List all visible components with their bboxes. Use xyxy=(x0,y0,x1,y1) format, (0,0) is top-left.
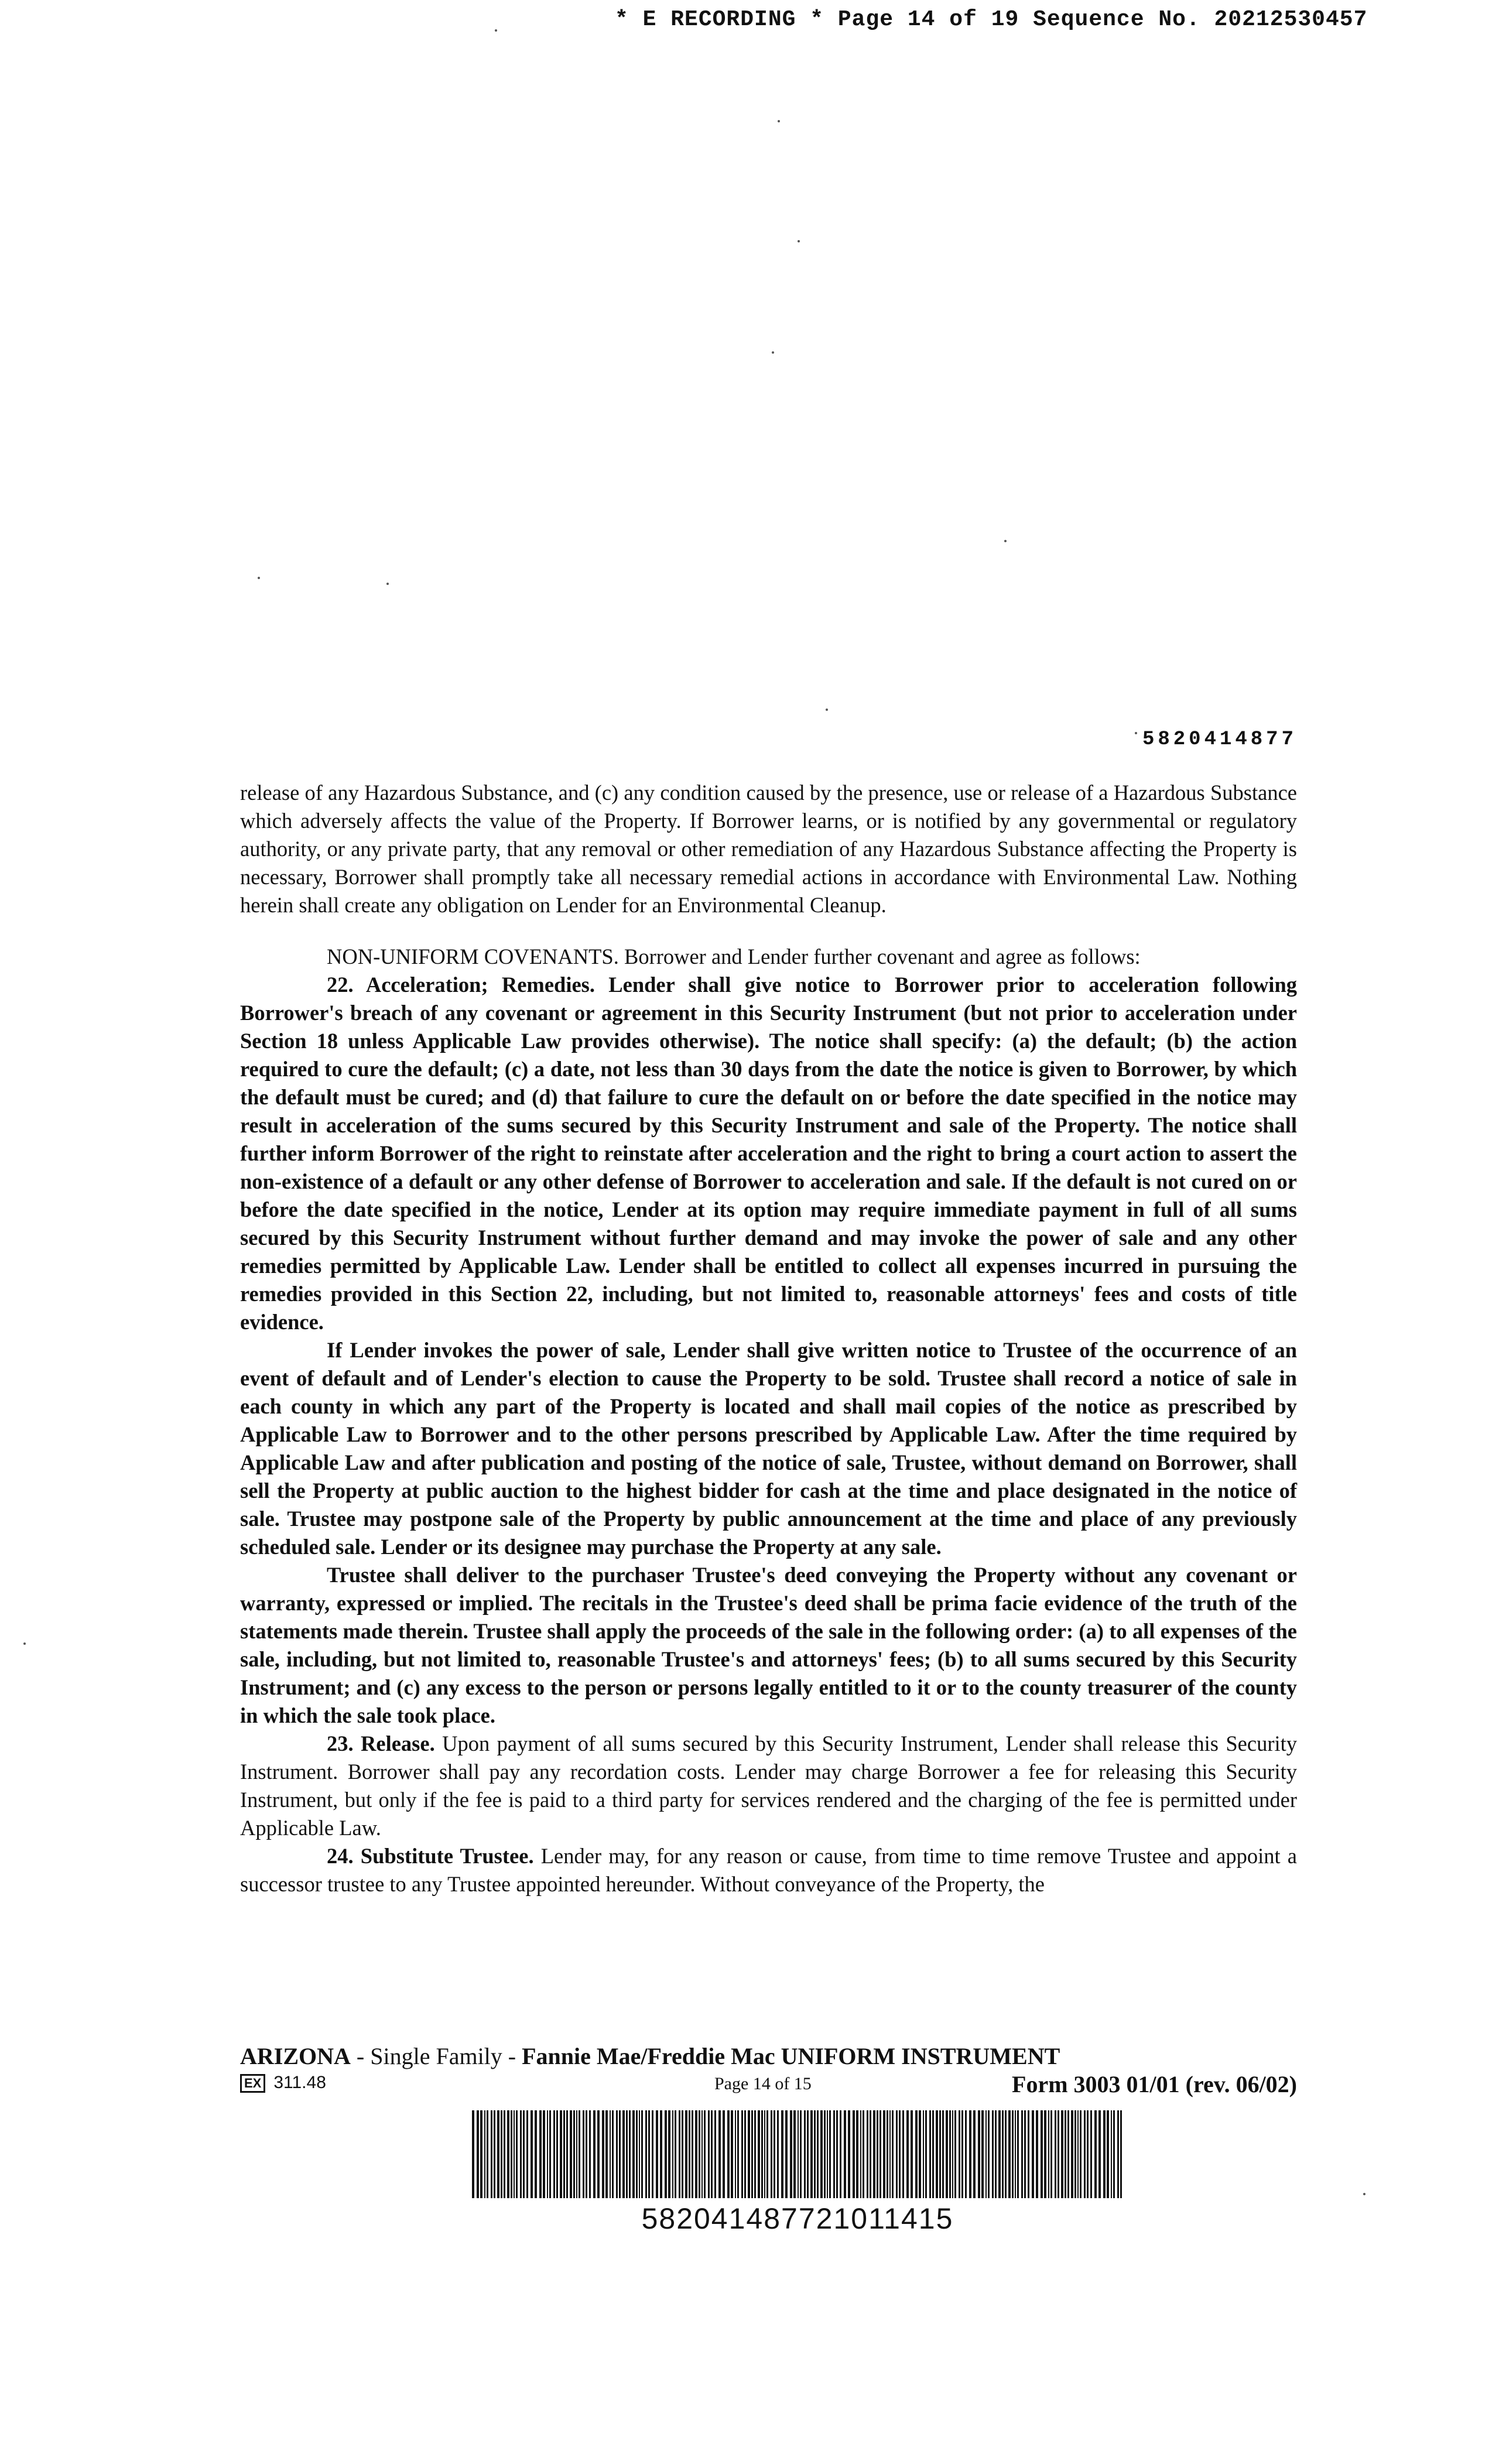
barcode-bar xyxy=(906,2110,909,2198)
barcode-bar xyxy=(1098,2110,1101,2198)
barcode-bar xyxy=(589,2110,591,2198)
barcode-bar xyxy=(514,2110,515,2198)
barcode-bar xyxy=(708,2110,710,2198)
barcode-bar xyxy=(892,2110,894,2198)
scan-speck xyxy=(1004,540,1007,542)
barcode-bar xyxy=(1084,2110,1086,2198)
power-of-sale-paragraph: If Lender invokes the power of sale, Lender shall give written notice to Trustee of the occurrence of an event of default and of Lender's election to cause the Property to be sold. Trustee shall record a notice of sale in each county in which any part of the Property is located and shall mail copies of the notice as prescribed by Applicable Law to Borrower and to the other persons prescribed by Applicable Law. After the time required by Applicable Law and after publication and posting of the notice of sale, Trustee, without demand on Borrower, shall sell the Property at public auction to the highest bidder for cash at the time and place designated in the notice of sale. Trustee may postpone sale of the Property by public announcement at the time and place of any previously scheduled sale. Lender or its designee may purchase the Property at any sale. xyxy=(240,1338,1297,1559)
barcode-bar xyxy=(1048,2110,1049,2198)
barcode-bar xyxy=(1017,2110,1019,2198)
barcode-bar xyxy=(511,2110,512,2198)
section-22-text: Lender shall give notice to Borrower prior to acceleration following Borrower's breach of any covenant or agreement in this Security Instrument (but not prior to acceleration under Section 18 unless Applicable Law provides otherwise). The notice shall specify: (a) the default; (b) the action required to cure the default; (c) a date, not less than 30 days from the date the notice is given to Borrower, by which the default must be cured; and (d) that failure to cure the default on or before the date specified in the notice may result in acceleration of the sums secured by this Security Instrument and sale of the Property. The notice shall further inform Borrower of the right to reinstate after acceleration and the right to bring a court action to assert the non-existence of a default or any other defense of Borrower to acceleration and sale. If the default is not cured on or before the date specified in the notice, Lender at its option may require immediate payment in full of all sums secured by this Security Instrument without further demand and may invoke the power of sale and any other remedies permitted by Applicable Law. Lender shall be entitled to collect all expenses incurred in pursuing the remedies provided in this Section 22, including, but not limited to, reasonable attorneys' fees and costs of title evidence. xyxy=(240,973,1298,1334)
footer-title xyxy=(240,2042,1297,2070)
barcode-bar xyxy=(547,2110,548,2198)
barcode-bar xyxy=(995,2110,997,2198)
barcode-bar xyxy=(889,2110,891,2198)
barcode-bar xyxy=(771,2110,772,2198)
barcode-bar xyxy=(679,2110,680,2198)
barcode-bar xyxy=(961,2110,963,2198)
barcode-bar xyxy=(682,2110,683,2198)
barcode-bar xyxy=(860,2110,861,2198)
barcode-bar xyxy=(1055,2110,1056,2198)
barcode-bar xyxy=(820,2110,823,2198)
barcode-bar xyxy=(1015,2110,1016,2198)
barcode-bar xyxy=(1080,2110,1082,2198)
barcode-bar xyxy=(549,2110,551,2198)
scan-speck xyxy=(386,583,389,585)
barcode-bar xyxy=(1087,2110,1089,2198)
section-22-paragraph xyxy=(240,971,1297,1336)
barcode-bar xyxy=(675,2110,676,2198)
barcode-bar xyxy=(1024,2110,1026,2198)
barcode-bar xyxy=(925,2110,927,2198)
barcode-bar xyxy=(639,2110,640,2198)
barcode-bar xyxy=(844,2110,846,2198)
barcode-bar xyxy=(497,2110,499,2198)
barcode-bar xyxy=(867,2110,868,2198)
barcode-bar xyxy=(1074,2110,1076,2198)
section-24-heading: 24. Substitute Trustee. xyxy=(327,1844,534,1868)
barcode-bar xyxy=(902,2110,904,2198)
barcode-bar xyxy=(1077,2110,1079,2198)
barcode-bar xyxy=(566,2110,568,2198)
barcode-bar xyxy=(1120,2110,1122,2198)
barcode-bar xyxy=(840,2110,841,2198)
barcode-bar xyxy=(936,2110,938,2198)
barcode-bar xyxy=(985,2110,987,2198)
barcode-bar xyxy=(978,2110,980,2198)
barcode-bar xyxy=(563,2110,565,2198)
barcode-bar xyxy=(774,2110,775,2198)
barcode-bar xyxy=(899,2110,901,2198)
barcode-bar xyxy=(504,2110,505,2198)
barcode-bar xyxy=(629,2110,631,2198)
barcode-bar xyxy=(800,2110,802,2198)
barcode-bar xyxy=(553,2110,555,2198)
barcode-bar xyxy=(919,2110,921,2198)
form-code-number: 311.48 xyxy=(273,2073,326,2092)
barcode-bar xyxy=(988,2110,990,2198)
scan-speck xyxy=(1135,732,1137,734)
barcode-bar xyxy=(641,2110,643,2198)
barcode-bar xyxy=(695,2110,697,2198)
barcode-bar xyxy=(915,2110,918,2198)
barcode-bar xyxy=(652,2110,653,2198)
barcode-bar xyxy=(660,2110,662,2198)
scan-speck xyxy=(798,240,800,242)
barcode-bar xyxy=(741,2110,743,2198)
barcode-bar xyxy=(526,2110,528,2198)
barcode-bar xyxy=(848,2110,850,2198)
barcode-bar xyxy=(570,2110,572,2198)
barcode-bar xyxy=(723,2110,725,2198)
barcode-bar xyxy=(1036,2110,1038,2198)
barcode-bar xyxy=(535,2110,537,2198)
loan-number: 5820414877 xyxy=(1142,728,1297,751)
barcode-bar xyxy=(648,2110,650,2198)
barcode-bar xyxy=(1117,2110,1119,2198)
barcode-bar xyxy=(1057,2110,1059,2198)
footer-separator: - Single Family - xyxy=(350,2043,522,2069)
barcode-bar xyxy=(1103,2110,1106,2198)
barcode-bar xyxy=(668,2110,670,2198)
barcode-bar xyxy=(619,2110,621,2198)
barcode-bar xyxy=(622,2110,625,2198)
footer-row xyxy=(240,2071,1297,2100)
footer-form-number: Form 3003 01/01 (rev. 06/02) xyxy=(1012,2071,1297,2097)
barcode-bar xyxy=(790,2110,792,2198)
barcode-bar xyxy=(1012,2110,1014,2198)
barcode-bar xyxy=(727,2110,730,2198)
barcode-bar xyxy=(501,2110,502,2198)
barcode-bar xyxy=(516,2110,518,2198)
ex-badge: EX xyxy=(240,2074,265,2093)
barcode-bar xyxy=(1005,2110,1007,2198)
barcode-bar xyxy=(699,2110,700,2198)
barcode-bar xyxy=(556,2110,558,2198)
barcode-bar xyxy=(879,2110,881,2198)
barcode-bar xyxy=(814,2110,816,2198)
barcode-bar xyxy=(632,2110,635,2198)
barcode-bar xyxy=(612,2110,614,2198)
barcode-bar xyxy=(685,2110,687,2198)
barcode-bar xyxy=(701,2110,703,2198)
barcode-bar xyxy=(998,2110,1001,2198)
barcode-bar xyxy=(573,2110,575,2198)
recording-header: * E RECORDING * Page 14 of 19 Sequence No. 20212530457 xyxy=(615,7,1368,32)
barcode-bar xyxy=(807,2110,809,2198)
barcode-bar xyxy=(1061,2110,1063,2198)
barcode-bar xyxy=(645,2110,647,2198)
barcode-bar xyxy=(833,2110,835,2198)
hazardous-substance-paragraph: release of any Hazardous Substance, and (c) any condition caused by the presence, use or release of a Hazardous Substance which adversely affects the value of the Property. If Borrower learns, or is notified by any governmental or regulatory authority, or any private party, that any removal or other remediation of any Hazardous Substance affecting the Property is necessary, Borrower shall promptly take all necessary remedial actions in accordance with Environmental Law. Nothing herein shall create any obligation on Lender for an Environmental Cleanup. xyxy=(240,781,1297,917)
barcode-bar xyxy=(781,2110,783,2198)
barcode-bar xyxy=(817,2110,819,2198)
barcode-bar xyxy=(766,2110,768,2198)
barcode-bar xyxy=(531,2110,533,2198)
barcode-number: 582041487721011415 xyxy=(641,2202,954,2235)
barcode-bar xyxy=(656,2110,658,2198)
scan-speck xyxy=(1363,2193,1365,2195)
barcode-bar xyxy=(487,2110,488,2198)
barcode-bar xyxy=(593,2110,596,2198)
barcode-bar xyxy=(494,2110,495,2198)
barcode-bar xyxy=(1002,2110,1004,2198)
barcode-bar xyxy=(923,2110,924,2198)
footer-state: ARIZONA xyxy=(240,2043,351,2069)
barcode-bar xyxy=(543,2110,545,2198)
scan-speck xyxy=(495,29,497,32)
scan-speck xyxy=(258,577,260,579)
trustee-deed-paragraph: Trustee shall deliver to the purchaser Trustee's deed conveying the Property without any covenant or warranty, expressed or implied. The recitals in the Trustee's deed shall be prima facie evidence of the truth of the statements made therein. Trustee shall apply the proceeds of the sale in the following order: (a) to all expenses of the sale, including, but not limited to, reasonable Trustee's and attorneys' fees; (b) to all sums secured by this Security Instrument; and (c) any excess to the person or persons legally entitled to it or to the county treasurer of the county in which the sale took place. xyxy=(240,1563,1297,1727)
barcode-bar xyxy=(714,2110,716,2198)
section-24-text: Lender may, for any reason or cause, from time to time remove Trustee and appoint a successor trustee to any Trustee appointed hereunder. Without conveyance of the Property, the xyxy=(240,1844,1297,1896)
barcode-bar xyxy=(523,2110,525,2198)
document-body xyxy=(240,779,1297,1898)
barcode-bar xyxy=(896,2110,898,2198)
barcode-bar xyxy=(824,2110,826,2198)
barcode-bar xyxy=(472,2110,474,2198)
barcode-bar xyxy=(911,2110,913,2198)
barcode-bar xyxy=(952,2110,953,2198)
barcode-bar xyxy=(507,2110,509,2198)
barcode-bar xyxy=(856,2110,858,2198)
barcode-bar xyxy=(785,2110,788,2198)
barcode-bar xyxy=(1113,2110,1115,2198)
barcode-bar xyxy=(965,2110,967,2198)
barcode-bar xyxy=(949,2110,951,2198)
barcode-bar xyxy=(711,2110,713,2198)
barcode-bar xyxy=(718,2110,721,2198)
barcode-bar xyxy=(583,2110,584,2198)
barcode-bar xyxy=(827,2110,828,2198)
barcode-bar xyxy=(804,2110,806,2198)
barcode-bar xyxy=(748,2110,750,2198)
barcode-bar xyxy=(929,2110,931,2198)
barcode-bar xyxy=(836,2110,838,2198)
barcode-bar xyxy=(610,2110,611,2198)
barcode-bar xyxy=(735,2110,736,2198)
barcode-bar xyxy=(751,2110,753,2198)
barcode-bar xyxy=(1044,2110,1046,2198)
barcode-bar xyxy=(973,2110,976,2198)
barcode-bar xyxy=(520,2110,522,2198)
barcode-bar xyxy=(480,2110,482,2198)
barcode-bar xyxy=(616,2110,618,2198)
barcode-bar xyxy=(946,2110,948,2198)
barcode-bar xyxy=(576,2110,577,2198)
barcode-bar xyxy=(887,2110,888,2198)
section-23-heading: 23. Release. xyxy=(327,1731,435,1755)
barcode-bar xyxy=(981,2110,984,2198)
barcode-bar xyxy=(932,2110,934,2198)
barcode-bar xyxy=(754,2110,756,2198)
barcode-bar xyxy=(829,2110,831,2198)
barcode-bar xyxy=(959,2110,960,2198)
barcode-bar xyxy=(626,2110,628,2198)
scan-speck xyxy=(23,1642,26,1645)
barcode-bar xyxy=(672,2110,673,2198)
barcode-bar xyxy=(491,2110,492,2198)
non-uniform-covenants: NON-UNIFORM COVENANTS. Borrower and Lender further covenant and agree as follows: xyxy=(327,944,1141,969)
barcode-bar xyxy=(777,2110,779,2198)
barcode-bar xyxy=(1032,2110,1034,2198)
barcode-bar xyxy=(1071,2110,1073,2198)
barcode-bar xyxy=(853,2110,855,2198)
barcode-image xyxy=(470,2110,1125,2198)
section-23-text: Upon payment of all sums secured by this Security Instrument, Lender shall release this Security Instrument. Borrower shall pay any recordation costs. Lender may charge Borrower a fee for releasing this Security Instrument, but only if the fee is paid to a third party for services rendered and the charging of the fee is permitted under Applicable Law. xyxy=(240,1731,1298,1840)
barcode-bar xyxy=(1021,2110,1023,2198)
barcode-bar xyxy=(477,2110,479,2198)
barcode-bar xyxy=(704,2110,706,2198)
barcode-bar xyxy=(484,2110,485,2198)
scan-speck xyxy=(826,709,828,711)
barcode-bar xyxy=(689,2110,690,2198)
barcode-bar xyxy=(939,2110,941,2198)
barcode-bar xyxy=(665,2110,667,2198)
barcode-bar xyxy=(873,2110,875,2198)
barcode-bar xyxy=(1067,2110,1069,2198)
barcode-bar xyxy=(883,2110,885,2198)
barcode-bar xyxy=(942,2110,944,2198)
scan-speck xyxy=(772,351,774,354)
barcode-bar xyxy=(954,2110,956,2198)
scan-speck xyxy=(778,120,780,122)
barcode-bar xyxy=(1008,2110,1011,2198)
barcode-bar xyxy=(758,2110,760,2198)
barcode-bar xyxy=(863,2110,864,2198)
barcode-bar xyxy=(636,2110,638,2198)
barcode-bar xyxy=(1050,2110,1052,2198)
barcode-bar xyxy=(737,2110,739,2198)
barcode-bar xyxy=(560,2110,562,2198)
barcode-bar xyxy=(597,2110,600,2198)
barcode-bar xyxy=(870,2110,871,2198)
barcode-bar xyxy=(1111,2110,1112,2198)
barcode-bar xyxy=(1041,2110,1043,2198)
barcode-bar xyxy=(761,2110,763,2198)
barcode-bar xyxy=(1065,2110,1066,2198)
barcode-bar xyxy=(1107,2110,1109,2198)
barcode-bar xyxy=(969,2110,971,2198)
form-code xyxy=(240,2073,326,2093)
section-23-paragraph xyxy=(240,1730,1297,1842)
barcode-bar xyxy=(877,2110,878,2198)
section-22-heading: 22. Acceleration; Remedies. xyxy=(327,973,596,997)
barcode-bar xyxy=(798,2110,799,2198)
barcode-bar xyxy=(744,2110,746,2198)
barcode-bar xyxy=(731,2110,733,2198)
barcode-bar xyxy=(1094,2110,1097,2198)
barcode-bar xyxy=(1028,2110,1029,2198)
barcode-bar xyxy=(539,2110,542,2198)
barcode-bar xyxy=(793,2110,796,2198)
barcode-bar xyxy=(764,2110,765,2198)
barcode-bar xyxy=(992,2110,994,2198)
barcode-bar xyxy=(810,2110,813,2198)
barcode-bar xyxy=(579,2110,580,2198)
barcode-bar xyxy=(692,2110,693,2198)
barcode-bar xyxy=(1090,2110,1092,2198)
footer-page-number: Page 14 of 15 xyxy=(714,2074,812,2093)
section-24-paragraph xyxy=(240,1842,1297,1898)
barcode-bar xyxy=(605,2110,608,2198)
footer-instrument: Fannie Mae/Freddie Mac UNIFORM INSTRUMENT xyxy=(522,2043,1060,2069)
barcode-bar xyxy=(602,2110,604,2198)
barcode-bar xyxy=(586,2110,587,2198)
